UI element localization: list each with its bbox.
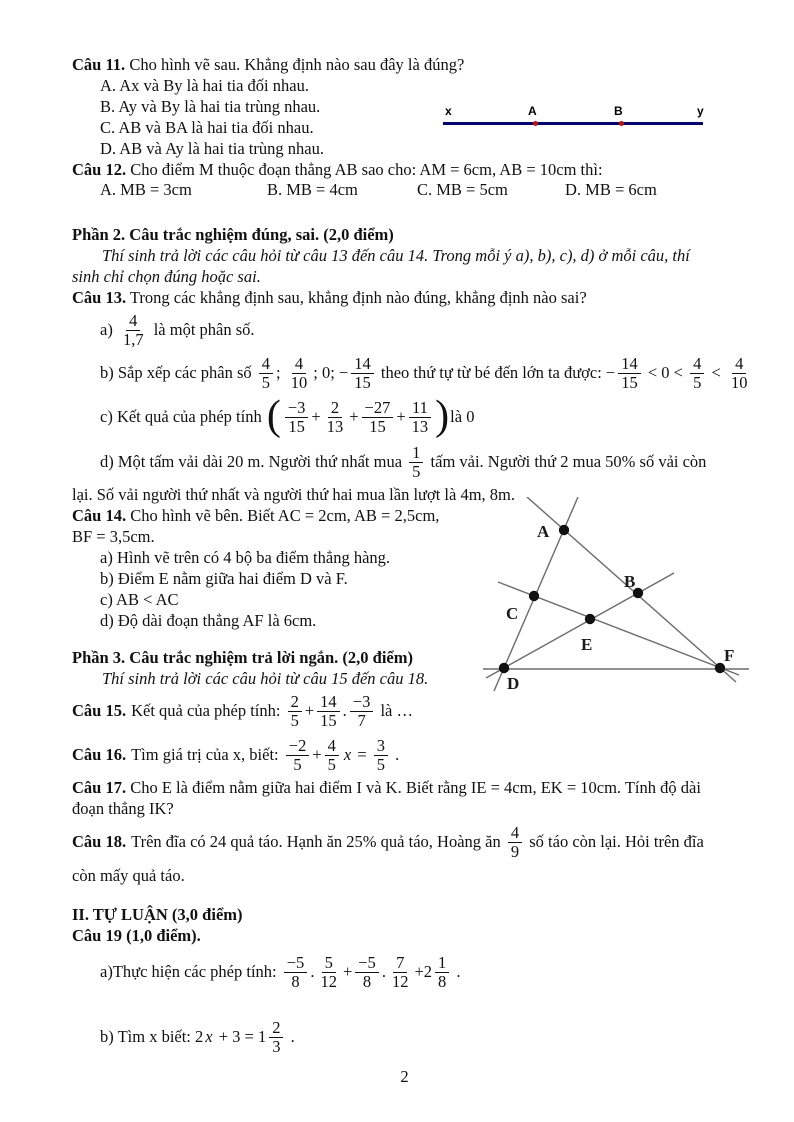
q15-label: Câu 15. bbox=[72, 701, 127, 720]
q16-label: Câu 16. bbox=[72, 745, 127, 764]
q14-item-a: a) Hình vẽ trên có 4 bộ ba điểm thẳng hàng. bbox=[100, 548, 391, 567]
geo-label-B: B bbox=[624, 572, 636, 591]
math-text: b) Tìm x biết: 2 bbox=[100, 1027, 204, 1046]
q12-option-b: B. MB = 4cm bbox=[267, 180, 358, 199]
geo-label-C: C bbox=[506, 604, 519, 623]
math-fraction: $\frac{4}{9}$ bbox=[508, 824, 522, 861]
q13-item-a bbox=[72, 308, 737, 352]
math-text: = bbox=[353, 745, 371, 764]
math-fraction: $\frac{7}{12}$ bbox=[391, 952, 409, 991]
fig1-point-dot bbox=[533, 121, 538, 126]
q12-option-a: A. MB = 3cm bbox=[100, 180, 192, 199]
math-fraction: $\frac{-5}{8}$ bbox=[284, 954, 308, 991]
question-12 bbox=[72, 159, 737, 180]
geo-label-A: A bbox=[537, 522, 550, 541]
fig1-label-A: A bbox=[528, 104, 537, 118]
math-text: + bbox=[304, 701, 315, 720]
q13-item-b bbox=[72, 352, 748, 394]
math-fraction: $\frac{1}{5}$ bbox=[409, 444, 423, 481]
geo-point-C bbox=[529, 591, 539, 601]
math-text: . bbox=[452, 962, 461, 981]
math-text: . bbox=[310, 962, 315, 981]
math-fraction: $\frac{4}{1,7}$ bbox=[122, 310, 144, 349]
q13-text: Trong các khẳng định sau, khẳng định nào đúng, khẳng định nào sai? bbox=[126, 288, 587, 307]
math-text: . bbox=[342, 701, 347, 720]
geo-point-E bbox=[585, 614, 595, 624]
q11-option-b: B. Ay và By là hai tia trùng nhau. bbox=[100, 97, 321, 116]
math-fraction: $\frac{-3}{7}$ bbox=[350, 693, 374, 730]
math-text: Tìm giá trị của x, biết: bbox=[131, 745, 283, 764]
geo-label-F: F bbox=[724, 646, 735, 665]
q12-option-d: D. MB = 6cm bbox=[565, 180, 657, 199]
question-18 bbox=[72, 819, 737, 865]
math-text: + bbox=[312, 745, 322, 764]
q14-text-line1: Cho hình vẽ bên. Biết AC = 2cm, AB = 2,5cm, bbox=[126, 506, 440, 525]
q13-item-d-continuation: lại. Số vải người thứ nhất và người thứ hai mua lần lượt là 4m, 8m. bbox=[72, 485, 516, 504]
q12-options bbox=[72, 180, 737, 200]
q18-text-line2: còn mấy quả táo. bbox=[72, 866, 185, 885]
q11-option-a: A. Ax và By là hai tia đối nhau. bbox=[100, 76, 309, 95]
math-fraction: $\frac{14}{15}$ bbox=[351, 355, 374, 392]
math-text: theo thứ tự từ bé đến lớn ta được: − bbox=[376, 363, 616, 382]
part3-instruction: Thí sinh trả lời các câu hỏi từ câu 15 đến câu 18. bbox=[102, 669, 429, 688]
q15-expression bbox=[131, 693, 413, 730]
geo-point-D bbox=[499, 663, 509, 673]
math-text: + bbox=[342, 962, 353, 981]
q17-label: Câu 17. bbox=[72, 778, 127, 797]
math-fraction: $\frac{-2}{5}$ bbox=[286, 737, 310, 774]
math-text: là … bbox=[376, 701, 414, 720]
math-fraction: $\frac{-27}{15}$ bbox=[362, 399, 394, 436]
math-text: a) bbox=[100, 320, 117, 339]
question-16 bbox=[72, 733, 737, 777]
q19-item-a bbox=[72, 946, 737, 998]
q19-heading: Câu 19 (1,0 điểm). bbox=[72, 926, 201, 945]
math-fraction: $\frac{4}{5}$ bbox=[690, 355, 704, 392]
math-text: là 0 bbox=[450, 407, 475, 426]
q14-item-c: c) AB < AC bbox=[100, 590, 179, 609]
math-text: < bbox=[707, 363, 725, 382]
math-text: + bbox=[396, 407, 406, 426]
spacer bbox=[72, 886, 737, 904]
q11-option-d: D. AB và Ay là hai tia trùng nhau. bbox=[100, 139, 324, 158]
q12-option-c: C. MB = 5cm bbox=[417, 180, 508, 199]
math-fraction: $\frac{4}{10}$ bbox=[730, 353, 748, 392]
part2-instruction-2: sinh chỉ chọn đúng hoặc sai. bbox=[72, 267, 261, 286]
math-text: số táo còn lại. Hỏi trên đĩa bbox=[525, 832, 704, 851]
math-text: c) Kết quả của phép tính bbox=[100, 407, 266, 426]
q13-item-d bbox=[72, 440, 737, 484]
math-text: Trên đĩa có 24 quả táo. Hạnh ăn 25% quả táo, Hoàng ăn bbox=[131, 832, 505, 851]
fig1-point-dot bbox=[619, 121, 624, 126]
math-fraction: $\frac{1}{8}$ bbox=[435, 954, 449, 991]
q14-label: Câu 14. bbox=[72, 506, 127, 525]
fig1-label-x: x bbox=[445, 104, 452, 118]
math-text: < 0 < bbox=[643, 363, 688, 382]
q17-text-line2: đoạn thẳng IK? bbox=[72, 799, 174, 818]
math-text: là một phân số. bbox=[149, 320, 255, 339]
section2-heading: II. TỰ LUẬN (3,0 điểm) bbox=[72, 905, 243, 924]
math-fraction: $\frac{5}{12}$ bbox=[320, 952, 337, 991]
xy-line bbox=[443, 122, 703, 125]
q11-figure bbox=[443, 104, 705, 128]
geo-label-E: E bbox=[581, 635, 593, 654]
q16-expression bbox=[131, 737, 399, 774]
math-text: + bbox=[349, 407, 359, 426]
math-fraction: $\frac{4}{5}$ bbox=[259, 355, 273, 392]
math-fraction: $\frac{-5}{8}$ bbox=[355, 954, 379, 991]
math-paren: ( bbox=[266, 393, 281, 440]
q12-text: Cho điểm M thuộc đoạn thẳng AB sao cho: AM = 6cm, AB = 10cm thì: bbox=[126, 160, 603, 179]
math-text: . bbox=[381, 962, 386, 981]
math-text: ; 0; − bbox=[313, 363, 349, 382]
math-fraction: $\frac{3}{5}$ bbox=[374, 737, 388, 774]
math-fraction: $\frac{4}{10}$ bbox=[290, 353, 308, 392]
math-text: ; bbox=[276, 363, 285, 382]
math-fraction: $\frac{-3}{15}$ bbox=[285, 399, 309, 436]
math-paren: ) bbox=[435, 393, 450, 440]
math-text: +2 bbox=[414, 962, 432, 981]
q14-figure bbox=[483, 497, 755, 697]
q11-text: Cho hình vẽ sau. Khẳng định nào sau đây là đúng? bbox=[125, 55, 465, 74]
math-text: + bbox=[311, 407, 321, 426]
q14-text-line2: BF = 3,5cm. bbox=[72, 527, 155, 546]
math-fraction: $\frac{14}{15}$ bbox=[618, 355, 641, 392]
geo-point-A bbox=[559, 525, 569, 535]
q12-label: Câu 12. bbox=[72, 160, 127, 179]
part3-heading: Phần 3. Câu trắc nghiệm trả lời ngắn. (2,0 điểm) bbox=[72, 648, 413, 667]
q14-item-d: d) Độ dài đoạn thẳng AF là 6cm. bbox=[100, 611, 317, 630]
fig1-label-y: y bbox=[697, 104, 704, 118]
math-text: b) Sắp xếp các phân số bbox=[100, 363, 256, 382]
math-fraction: $\frac{4}{5}$ bbox=[325, 737, 339, 774]
math-fraction: $\frac{11}{13}$ bbox=[409, 399, 432, 436]
spacer bbox=[72, 998, 737, 1014]
part2-heading: Phần 2. Câu trắc nghiệm đúng, sai. (2,0 điểm) bbox=[72, 225, 394, 244]
q11-option-c: C. AB và BA là hai tia đối nhau. bbox=[100, 118, 314, 137]
question-11 bbox=[72, 54, 737, 75]
math-fraction: $\frac{2}{13}$ bbox=[326, 397, 344, 436]
spacer bbox=[72, 200, 737, 224]
math-text: . bbox=[286, 1027, 295, 1046]
math-text: Kết quả của phép tính: bbox=[131, 701, 285, 720]
q11-label: Câu 11. bbox=[72, 55, 126, 74]
question-13 bbox=[72, 287, 737, 308]
part2-instruction-1: Thí sinh trả lời các câu hỏi từ câu 13 đến câu 14. Trong mỗi ý a), b), c), d) ở mỗi câu, thí bbox=[102, 246, 690, 265]
q13-item-c bbox=[72, 394, 737, 440]
math-fraction: $\frac{14}{15}$ bbox=[317, 693, 340, 730]
geo-label-D: D bbox=[507, 674, 520, 693]
math-text: . bbox=[391, 745, 400, 764]
question-17 bbox=[72, 777, 737, 798]
math-text: + 3 = 1 bbox=[214, 1027, 267, 1046]
q18-label: Câu 18. bbox=[72, 832, 127, 851]
math-variable: x bbox=[205, 1027, 213, 1046]
q17-text-line1: Cho E là điểm nằm giữa hai điểm I và K. Biết rằng IE = 4cm, EK = 10cm. Tính độ dài bbox=[126, 778, 701, 797]
q18-expression bbox=[131, 824, 704, 861]
math-variable: x bbox=[343, 745, 352, 764]
q14-item-b: b) Điểm E nằm giữa hai điểm D và F. bbox=[100, 569, 348, 588]
math-fraction: $\frac{2}{5}$ bbox=[288, 693, 302, 730]
math-text: d) Một tấm vải dài 20 m. Người thứ nhất mua bbox=[100, 452, 407, 471]
math-text: tấm vải. Người thứ 2 mua 50% số vải còn bbox=[426, 452, 707, 471]
fig1-label-B: B bbox=[614, 104, 623, 118]
page-number: 2 bbox=[400, 1067, 409, 1086]
q13-label: Câu 13. bbox=[72, 288, 127, 307]
math-text: a)Thực hiện các phép tính: bbox=[100, 962, 281, 981]
math-fraction: $\frac{2}{3}$ bbox=[269, 1019, 283, 1056]
q19-item-b bbox=[72, 1014, 737, 1060]
